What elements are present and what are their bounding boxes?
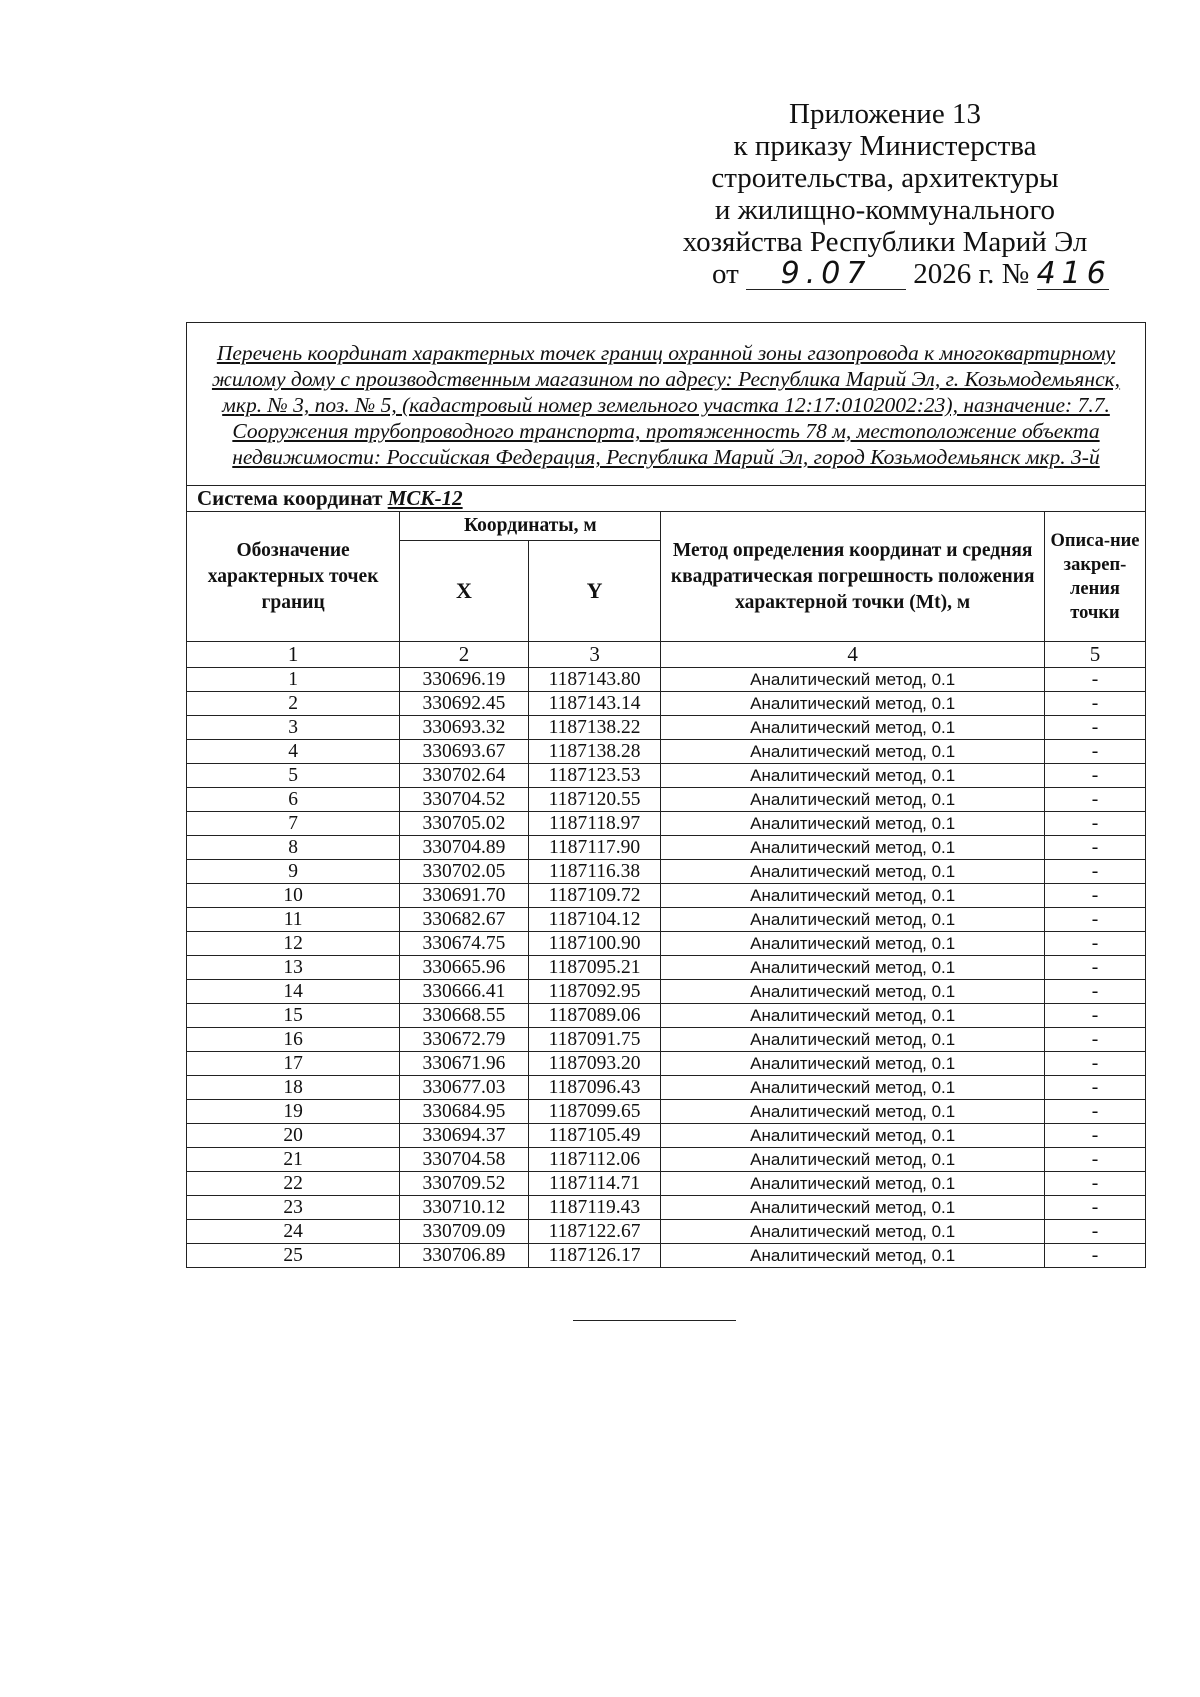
coordinate-x: 330674.75 bbox=[400, 932, 529, 956]
description-cell: - bbox=[1044, 884, 1145, 908]
end-divider bbox=[573, 1320, 736, 1321]
table-row bbox=[187, 956, 1146, 980]
coordinate-x: 330702.64 bbox=[400, 764, 529, 788]
point-number: 14 bbox=[187, 980, 400, 1004]
description-cell: - bbox=[1044, 1004, 1145, 1028]
table-row bbox=[187, 764, 1146, 788]
order-date-line bbox=[660, 258, 1110, 292]
method-cell: Аналитический метод, 0.1 bbox=[661, 1076, 1045, 1100]
year-number-label: 2026 г. № bbox=[913, 258, 1030, 290]
coordinate-x: 330702.05 bbox=[400, 860, 529, 884]
description-cell: - bbox=[1044, 668, 1145, 692]
coordinate-x: 330666.41 bbox=[400, 980, 529, 1004]
table-row bbox=[187, 1148, 1146, 1172]
coordinate-x: 330709.09 bbox=[400, 1220, 529, 1244]
table-row bbox=[187, 668, 1146, 692]
coordinate-y: 1187123.53 bbox=[528, 764, 661, 788]
coordinate-y: 1187114.71 bbox=[528, 1172, 661, 1196]
description-cell: - bbox=[1044, 1028, 1145, 1052]
coordinate-y: 1187092.95 bbox=[528, 980, 661, 1004]
column-header-y: Y bbox=[528, 541, 661, 642]
coordinate-x: 330706.89 bbox=[400, 1244, 529, 1268]
document-header bbox=[660, 98, 1110, 292]
description-cell: - bbox=[1044, 1148, 1145, 1172]
table-row bbox=[187, 788, 1146, 812]
coordinate-x: 330710.12 bbox=[400, 1196, 529, 1220]
coordinate-x: 330709.52 bbox=[400, 1172, 529, 1196]
table-row bbox=[187, 908, 1146, 932]
coordinate-y: 1187116.38 bbox=[528, 860, 661, 884]
point-number: 19 bbox=[187, 1100, 400, 1124]
coordinate-x: 330691.70 bbox=[400, 884, 529, 908]
coordinate-y: 1187109.72 bbox=[528, 884, 661, 908]
method-cell: Аналитический метод, 0.1 bbox=[661, 1172, 1045, 1196]
point-number: 12 bbox=[187, 932, 400, 956]
point-number: 25 bbox=[187, 1244, 400, 1268]
table-title: Перечень координат характерных точек границ охранной зоны газопровода к многоквартирному жилому дому с производственным магазином по адресу: Республика Марий Эл, г. Козьмодемьянск, мкр. № 3, поз. № 5, (кадастровый номер земельного участка 12:17:0102002:23), назначение: 7.7. Сооружения трубопроводного транспорта, протяженность 78 м, местоположение объекта недвижимости: Российская Федерация, Республика Марий Эл, город Козьмодемьянск мкр. 3-й bbox=[187, 323, 1146, 486]
point-number: 4 bbox=[187, 740, 400, 764]
table-row bbox=[187, 1172, 1146, 1196]
date-prefix: от bbox=[712, 258, 739, 290]
table-row bbox=[187, 1220, 1146, 1244]
description-cell: - bbox=[1044, 860, 1145, 884]
method-cell: Аналитический метод, 0.1 bbox=[661, 908, 1045, 932]
point-number: 2 bbox=[187, 692, 400, 716]
description-cell: - bbox=[1044, 908, 1145, 932]
description-cell: - bbox=[1044, 692, 1145, 716]
column-number: 3 bbox=[528, 642, 661, 668]
method-cell: Аналитический метод, 0.1 bbox=[661, 812, 1045, 836]
point-number: 20 bbox=[187, 1124, 400, 1148]
description-cell: - bbox=[1044, 716, 1145, 740]
description-cell: - bbox=[1044, 1100, 1145, 1124]
description-cell: - bbox=[1044, 932, 1145, 956]
point-number: 21 bbox=[187, 1148, 400, 1172]
table-row bbox=[187, 860, 1146, 884]
coordinate-y: 1187105.49 bbox=[528, 1124, 661, 1148]
description-cell: - bbox=[1044, 956, 1145, 980]
method-cell: Аналитический метод, 0.1 bbox=[661, 716, 1045, 740]
coordinate-x: 330704.52 bbox=[400, 788, 529, 812]
coordinate-x: 330671.96 bbox=[400, 1052, 529, 1076]
method-cell: Аналитический метод, 0.1 bbox=[661, 1028, 1045, 1052]
header-line: хозяйства Республики Марий Эл bbox=[682, 226, 1088, 258]
coordinate-x: 330682.67 bbox=[400, 908, 529, 932]
method-cell: Аналитический метод, 0.1 bbox=[661, 980, 1045, 1004]
coordinate-y: 1187143.14 bbox=[528, 692, 661, 716]
point-number: 9 bbox=[187, 860, 400, 884]
coordinate-x: 330693.32 bbox=[400, 716, 529, 740]
point-number: 16 bbox=[187, 1028, 400, 1052]
coordinate-y: 1187096.43 bbox=[528, 1076, 661, 1100]
column-header-coordinates: Координаты, м bbox=[400, 512, 661, 541]
column-header-points: Обозначение характерных точек границ bbox=[187, 512, 400, 642]
point-number: 6 bbox=[187, 788, 400, 812]
table-row bbox=[187, 884, 1146, 908]
column-header-description: Описа-ние закреп-ления точки bbox=[1044, 512, 1145, 642]
method-cell: Аналитический метод, 0.1 bbox=[661, 1004, 1045, 1028]
point-number: 15 bbox=[187, 1004, 400, 1028]
table-row bbox=[187, 1052, 1146, 1076]
header-line: и жилищно-коммунального bbox=[714, 194, 1056, 226]
table-row bbox=[187, 692, 1146, 716]
coordinate-x: 330668.55 bbox=[400, 1004, 529, 1028]
description-cell: - bbox=[1044, 1244, 1145, 1268]
table-row bbox=[187, 1244, 1146, 1268]
coordinate-y: 1187143.80 bbox=[528, 668, 661, 692]
coordinate-y: 1187126.17 bbox=[528, 1244, 661, 1268]
point-number: 1 bbox=[187, 668, 400, 692]
coordinate-x: 330693.67 bbox=[400, 740, 529, 764]
method-cell: Аналитический метод, 0.1 bbox=[661, 1052, 1045, 1076]
coordinate-y: 1187104.12 bbox=[528, 908, 661, 932]
coordinate-y: 1187093.20 bbox=[528, 1052, 661, 1076]
coordinate-system bbox=[187, 486, 1146, 512]
table-row bbox=[187, 1196, 1146, 1220]
coordinate-system-value: МСК-12 bbox=[387, 486, 463, 510]
coordinate-x: 330692.45 bbox=[400, 692, 529, 716]
handwritten-order-number: 416 bbox=[1036, 256, 1112, 291]
column-number: 5 bbox=[1044, 642, 1145, 668]
point-number: 23 bbox=[187, 1196, 400, 1220]
table-row bbox=[187, 932, 1146, 956]
header-line: строительства, архитектуры bbox=[711, 162, 1059, 194]
description-cell: - bbox=[1044, 836, 1145, 860]
description-cell: - bbox=[1044, 740, 1145, 764]
table-row bbox=[187, 836, 1146, 860]
table-row bbox=[187, 1076, 1146, 1100]
coordinate-system-label: Система координат bbox=[197, 486, 383, 510]
description-cell: - bbox=[1044, 980, 1145, 1004]
description-cell: - bbox=[1044, 812, 1145, 836]
table-row bbox=[187, 1124, 1146, 1148]
table-row bbox=[187, 1100, 1146, 1124]
method-cell: Аналитический метод, 0.1 bbox=[661, 1244, 1045, 1268]
table-row bbox=[187, 740, 1146, 764]
method-cell: Аналитический метод, 0.1 bbox=[661, 1148, 1045, 1172]
coordinate-x: 330704.89 bbox=[400, 836, 529, 860]
appendix-title: Приложение 13 bbox=[789, 98, 981, 130]
coordinate-y: 1187119.43 bbox=[528, 1196, 661, 1220]
coordinate-y: 1187117.90 bbox=[528, 836, 661, 860]
coordinate-x: 330694.37 bbox=[400, 1124, 529, 1148]
table-row bbox=[187, 812, 1146, 836]
method-cell: Аналитический метод, 0.1 bbox=[661, 692, 1045, 716]
coordinate-y: 1187091.75 bbox=[528, 1028, 661, 1052]
coordinate-y: 1187120.55 bbox=[528, 788, 661, 812]
column-number: 1 bbox=[187, 642, 400, 668]
coordinate-x: 330704.58 bbox=[400, 1148, 529, 1172]
coordinate-x: 330684.95 bbox=[400, 1100, 529, 1124]
method-cell: Аналитический метод, 0.1 bbox=[661, 932, 1045, 956]
method-cell: Аналитический метод, 0.1 bbox=[661, 860, 1045, 884]
point-number: 5 bbox=[187, 764, 400, 788]
description-cell: - bbox=[1044, 1196, 1145, 1220]
table-row bbox=[187, 1028, 1146, 1052]
coordinate-y: 1187095.21 bbox=[528, 956, 661, 980]
coordinate-x: 330705.02 bbox=[400, 812, 529, 836]
point-number: 24 bbox=[187, 1220, 400, 1244]
point-number: 8 bbox=[187, 836, 400, 860]
method-cell: Аналитический метод, 0.1 bbox=[661, 1100, 1045, 1124]
method-cell: Аналитический метод, 0.1 bbox=[661, 956, 1045, 980]
coordinate-y: 1187099.65 bbox=[528, 1100, 661, 1124]
point-number: 22 bbox=[187, 1172, 400, 1196]
table-row bbox=[187, 716, 1146, 740]
coordinate-y: 1187118.97 bbox=[528, 812, 661, 836]
header-line: к приказу Министерства bbox=[733, 130, 1037, 162]
description-cell: - bbox=[1044, 1220, 1145, 1244]
method-cell: Аналитический метод, 0.1 bbox=[661, 884, 1045, 908]
method-cell: Аналитический метод, 0.1 bbox=[661, 668, 1045, 692]
column-numbers-row bbox=[187, 642, 1146, 668]
method-cell: Аналитический метод, 0.1 bbox=[661, 740, 1045, 764]
coordinate-x: 330665.96 bbox=[400, 956, 529, 980]
coordinate-x: 330677.03 bbox=[400, 1076, 529, 1100]
method-cell: Аналитический метод, 0.1 bbox=[661, 788, 1045, 812]
method-cell: Аналитический метод, 0.1 bbox=[661, 1196, 1045, 1220]
point-number: 11 bbox=[187, 908, 400, 932]
coordinate-y: 1187100.90 bbox=[528, 932, 661, 956]
table-row bbox=[187, 980, 1146, 1004]
method-cell: Аналитический метод, 0.1 bbox=[661, 1124, 1045, 1148]
description-cell: - bbox=[1044, 764, 1145, 788]
description-cell: - bbox=[1044, 1172, 1145, 1196]
point-number: 17 bbox=[187, 1052, 400, 1076]
table-row bbox=[187, 1004, 1146, 1028]
description-cell: - bbox=[1044, 1052, 1145, 1076]
point-number: 13 bbox=[187, 956, 400, 980]
column-number: 2 bbox=[400, 642, 529, 668]
column-header-x: X bbox=[400, 541, 529, 642]
method-cell: Аналитический метод, 0.1 bbox=[661, 836, 1045, 860]
coordinates-table bbox=[186, 322, 1146, 1268]
column-header-method: Метод определения координат и средняя квадратическая погрешность положения характерной точки (Mt), м bbox=[661, 512, 1045, 642]
description-cell: - bbox=[1044, 1124, 1145, 1148]
point-number: 10 bbox=[187, 884, 400, 908]
method-cell: Аналитический метод, 0.1 bbox=[661, 764, 1045, 788]
description-cell: - bbox=[1044, 1076, 1145, 1100]
coordinate-y: 1187122.67 bbox=[528, 1220, 661, 1244]
coordinate-y: 1187112.06 bbox=[528, 1148, 661, 1172]
coordinate-y: 1187089.06 bbox=[528, 1004, 661, 1028]
coordinate-y: 1187138.28 bbox=[528, 740, 661, 764]
handwritten-date: 9.07 bbox=[746, 259, 906, 290]
point-number: 18 bbox=[187, 1076, 400, 1100]
coordinate-x: 330672.79 bbox=[400, 1028, 529, 1052]
method-cell: Аналитический метод, 0.1 bbox=[661, 1220, 1045, 1244]
column-number: 4 bbox=[661, 642, 1045, 668]
point-number: 7 bbox=[187, 812, 400, 836]
coordinate-x: 330696.19 bbox=[400, 668, 529, 692]
point-number: 3 bbox=[187, 716, 400, 740]
description-cell: - bbox=[1044, 788, 1145, 812]
coordinate-y: 1187138.22 bbox=[528, 716, 661, 740]
